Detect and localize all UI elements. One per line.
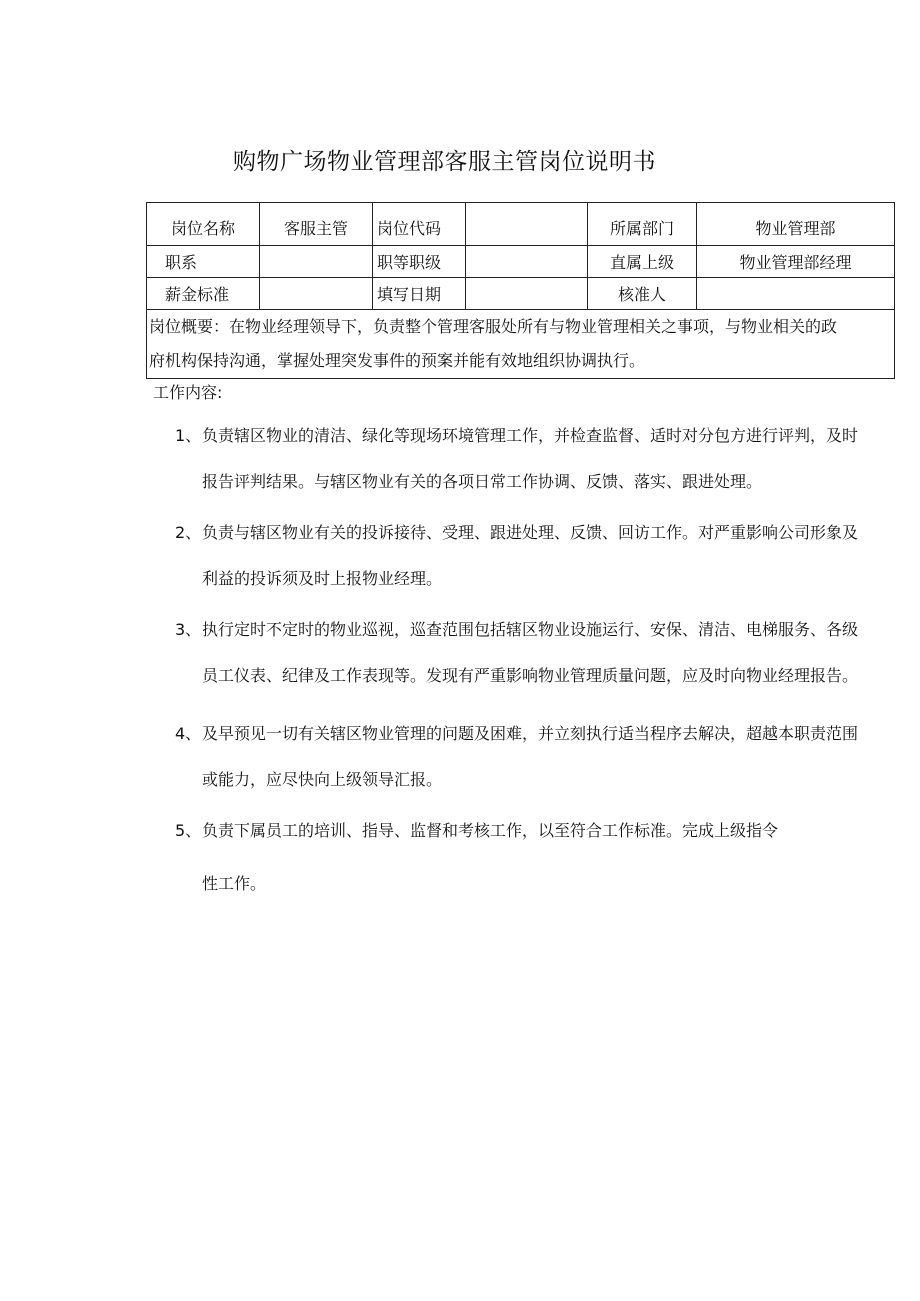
value-fill-date [466, 278, 588, 310]
table-row [147, 246, 895, 278]
item-text-continued: 报告评判结果。与辖区物业有关的各项日常工作协调、反馈、落实、跟进处理。 [202, 472, 763, 491]
item-text-continued: 员工仪表、纪律及工作表现等。发现有严重影响物业管理质量问题，应及时向物业经理报告。 [202, 666, 859, 685]
position-summary [147, 310, 895, 379]
value-job-grade [466, 246, 588, 278]
label-salary-standard: 薪金标准 [147, 278, 260, 310]
list-item [175, 819, 905, 896]
label-job-grade: 职等职级 [373, 246, 466, 278]
item-text-continued: 利益的投诉须及时上报物业经理。 [202, 569, 443, 588]
value-direct-superior: 物业管理部经理 [697, 246, 895, 278]
table-row [147, 278, 895, 310]
label-job-family: 职系 [147, 246, 260, 278]
item-text-continued: 或能力，应尽快向上级领导汇报。 [202, 770, 443, 789]
item-text: 负责与辖区物业有关的投诉接待、受理、跟进处理、反馈、回访工作。对严重影响公司形象及 [202, 523, 859, 542]
value-position-name: 客服主管 [260, 203, 373, 246]
label-fill-date: 填写日期 [373, 278, 466, 310]
label-position-code: 岗位代码 [373, 203, 466, 246]
value-approver [697, 278, 895, 310]
item-number: 4、 [175, 724, 202, 743]
list-item [175, 521, 905, 591]
label-direct-superior: 直属上级 [588, 246, 697, 278]
value-salary-standard [260, 278, 373, 310]
table-row [147, 310, 895, 379]
item-text: 负责辖区物业的清洁、绿化等现场环境管理工作，并检查监督、适时对分包方进行评判，及时 [202, 426, 859, 445]
summary-line: 府机构保持沟通，掌握处理突发事件的预案并能有效地组织协调执行。 [149, 351, 646, 370]
label-approver: 核准人 [588, 278, 697, 310]
list-item [175, 424, 905, 494]
item-text: 及早预见一切有关辖区物业管理的问题及困难，并立刻执行适当程序去解决，超越本职责范围 [202, 724, 859, 743]
item-number: 5、 [175, 821, 202, 840]
item-text: 执行定时不定时的物业巡视，巡查范围包括辖区物业设施运行、安保、清洁、电梯服务、各级 [202, 620, 859, 639]
value-department: 物业管理部 [697, 203, 895, 246]
value-position-code [466, 203, 588, 246]
position-info-table [146, 202, 895, 379]
summary-line: 岗位概要：在物业经理领导下，负责整个管理客服处所有与物业管理相关之事项，与物业相关的政 [149, 317, 838, 336]
item-number: 1、 [175, 426, 202, 445]
list-item [175, 618, 905, 688]
list-item [175, 722, 905, 792]
label-department: 所属部门 [588, 203, 697, 246]
work-content-label: 工作内容: [153, 383, 223, 402]
item-number: 3、 [175, 620, 202, 639]
item-number: 2、 [175, 523, 202, 542]
document-title: 购物广场物业管理部客服主管岗位说明书 [233, 149, 656, 175]
label-position-name: 岗位名称 [147, 203, 260, 246]
item-text: 负责下属员工的培训、指导、监督和考核工作，以至符合工作标准。完成上级指令 [202, 821, 779, 840]
value-job-family [260, 246, 373, 278]
table-row [147, 203, 895, 246]
item-text-continued: 性工作。 [202, 874, 267, 893]
